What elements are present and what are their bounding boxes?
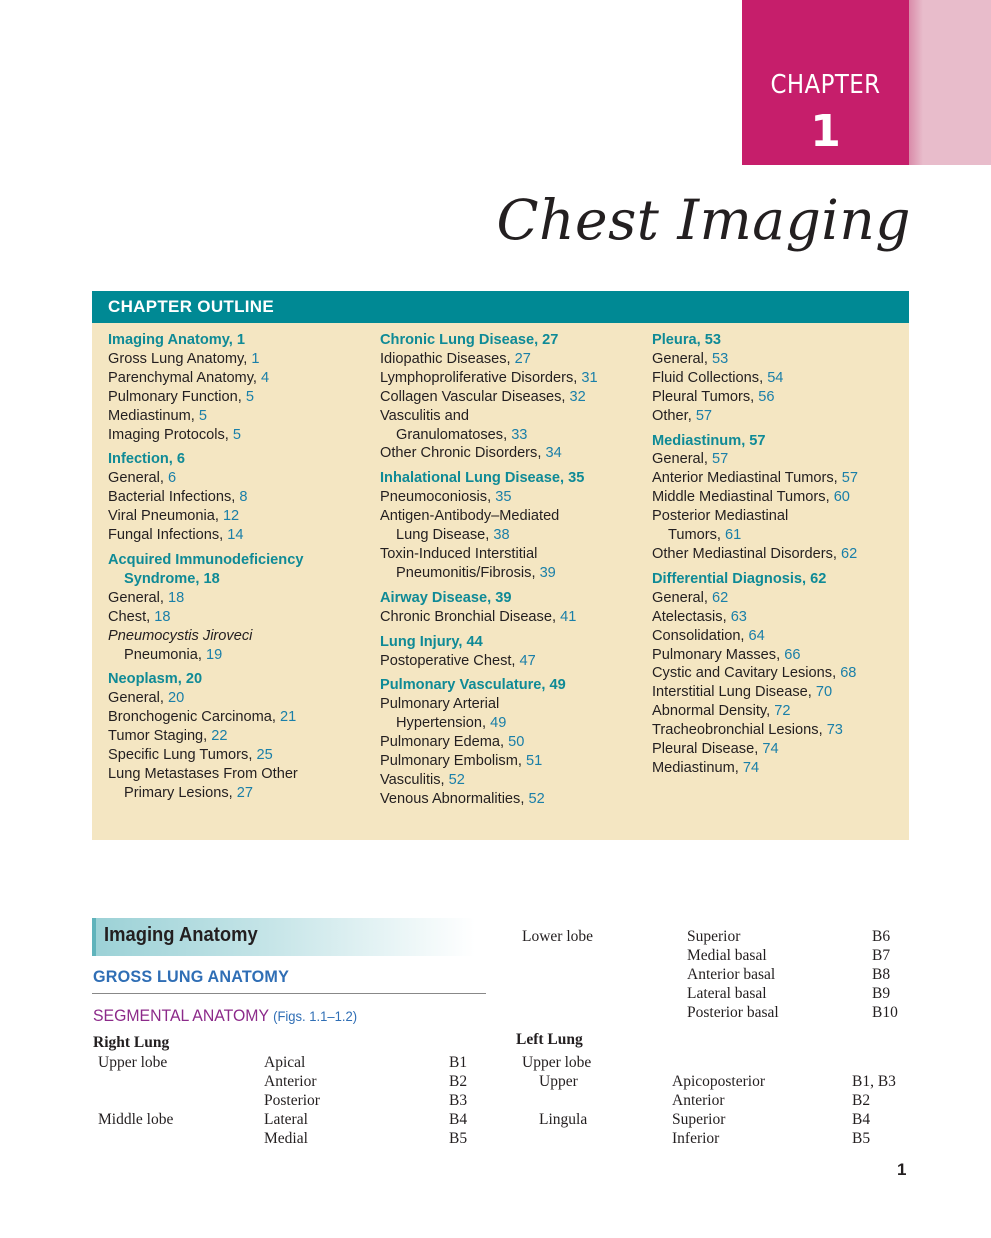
outline-item[interactable]	[108, 426, 378, 445]
outline-item-label: Primary Lesions,	[124, 784, 237, 801]
subsubsection-title	[93, 1006, 357, 1026]
chapter-number: 1	[810, 106, 841, 157]
outline-section	[652, 432, 922, 564]
outline-item[interactable]	[380, 350, 650, 369]
segment-code: B8	[872, 966, 891, 983]
outline-item-label: Tracheobronchial Lesions,	[652, 722, 827, 739]
outline-item-label: Collagen Vascular Diseases,	[380, 388, 570, 405]
outline-item[interactable]	[652, 664, 922, 683]
segment-name: Inferior	[672, 1130, 720, 1147]
outline-item[interactable]	[652, 683, 922, 702]
page-number: 1	[897, 1160, 907, 1179]
outline-item[interactable]	[380, 733, 650, 752]
outline-item-page: 33	[511, 426, 528, 443]
divider	[92, 993, 486, 994]
outline-item-label: Other,	[652, 407, 696, 424]
outline-item[interactable]	[108, 407, 378, 426]
outline-item-label: Pulmonary Arterial	[380, 696, 500, 713]
outline-item[interactable]	[652, 646, 922, 665]
outline-section-title[interactable]: Acquired Immunodeficiency	[108, 551, 304, 568]
outline-column-3	[652, 331, 922, 778]
outline-section-title[interactable]: Chronic Lung Disease, 27	[380, 332, 559, 348]
lobe-label: Middle lobe	[98, 1111, 174, 1128]
outline-item-page: 21	[279, 709, 297, 726]
outline-item[interactable]	[380, 369, 650, 388]
outline-item-label: General,	[108, 690, 169, 707]
outline-item-label: Tumors,	[668, 527, 726, 544]
segment-name: Medial	[264, 1130, 308, 1147]
outline-section	[108, 331, 378, 444]
outline-item-label: Idiopathic Diseases,	[380, 350, 515, 367]
outline-section	[108, 450, 378, 545]
outline-item-label: Mediastinum,	[652, 759, 743, 776]
outline-item-label: Toxin-Induced Interstitial	[380, 545, 538, 562]
outline-item-cont[interactable]	[380, 714, 650, 733]
outline-item[interactable]	[380, 407, 650, 426]
left-lung-heading: Left Lung	[516, 1031, 583, 1048]
outline-item-label: Middle Mediastinal Tumors,	[652, 489, 834, 506]
outline-section-title[interactable]: Imaging Anatomy, 1	[108, 332, 246, 348]
outline-item-page: 62	[712, 589, 729, 606]
segment-name: Anterior basal	[687, 966, 776, 983]
outline-item[interactable]	[380, 444, 650, 463]
outline-item[interactable]	[652, 369, 922, 388]
outline-item-label: Interstitial Lung Disease,	[652, 684, 816, 701]
outline-item-label: General,	[652, 589, 713, 606]
segment-name: Medial basal	[687, 947, 767, 964]
outline-section-title[interactable]: Lung Injury, 44	[380, 633, 483, 650]
outline-item-label: Pulmonary Masses,	[652, 646, 785, 663]
outline-item-cont[interactable]	[108, 646, 378, 665]
outline-section-title[interactable]: Pleura, 53	[652, 332, 721, 348]
outline-header	[92, 291, 909, 323]
segment-code: B4	[852, 1111, 871, 1128]
chapter-label: CHAPTER	[770, 70, 881, 100]
segment-code: B1	[449, 1054, 468, 1071]
lobe-sublabel: Upper	[539, 1073, 578, 1090]
outline-item-label: Posterior Mediastinal	[652, 508, 789, 525]
outline-item[interactable]	[652, 388, 922, 407]
segment-name: Lateral basal	[687, 985, 767, 1002]
lobe-label: Upper lobe	[98, 1054, 168, 1071]
outline-item-page: 51	[525, 753, 543, 770]
outline-section	[108, 551, 378, 664]
segment-name: Apical	[264, 1054, 306, 1071]
chapter-tab-edge	[909, 0, 991, 165]
section-title: Imaging Anatomy	[104, 924, 258, 946]
segment-code: B10	[872, 1004, 898, 1021]
segment-name: Superior	[687, 928, 741, 945]
outline-item[interactable]	[380, 388, 650, 407]
outline-item[interactable]	[380, 771, 650, 790]
outline-item-page: 4	[261, 369, 270, 386]
outline-item-label: Pneumoconiosis,	[380, 489, 496, 506]
outline-item-label: Gross Lung Anatomy,	[108, 350, 252, 367]
outline-item-label: Atelectasis,	[652, 608, 731, 625]
outline-item-label: Cystic and Cavitary Lesions,	[652, 665, 841, 682]
outline-item-label: Pneumonitis/Fibrosis,	[396, 564, 540, 581]
chapter-title: Chest Imaging	[496, 188, 911, 252]
outline-section	[108, 670, 378, 802]
outline-item[interactable]	[380, 695, 650, 714]
segment-name: Apicoposterior	[672, 1073, 765, 1090]
outline-item[interactable]	[108, 727, 378, 746]
lobe-label: Lower lobe	[522, 928, 594, 945]
outline-item[interactable]	[380, 752, 650, 771]
segment-code: B5	[449, 1130, 468, 1147]
outline-item-page: 6	[168, 470, 177, 487]
right-lung-heading: Right Lung	[93, 1034, 170, 1051]
outline-item-label: Pneumocystis Jiroveci	[108, 627, 253, 644]
outline-item-page: 25	[256, 747, 273, 764]
outline-item[interactable]	[108, 608, 378, 627]
outline-item-label: Parenchymal Anatomy,	[108, 369, 262, 386]
segment-code: B2	[449, 1073, 468, 1090]
outline-item-label: Fungal Infections,	[108, 527, 228, 544]
outline-column-1	[108, 331, 378, 803]
outline-item-page: 31	[581, 369, 598, 386]
outline-section-title[interactable]: Differential Diagnosis, 62	[652, 570, 827, 587]
outline-item-label: Vasculitis,	[380, 771, 449, 788]
outline-item-page: 32	[569, 388, 586, 405]
outline-item-page: 8	[239, 489, 248, 506]
outline-item-label: Bronchogenic Carcinoma,	[108, 709, 280, 726]
segment-name: Superior	[672, 1111, 726, 1128]
outline-item-label: Consolidation,	[652, 627, 749, 644]
outline-item-page: 35	[495, 489, 512, 506]
outline-item[interactable]	[652, 545, 922, 564]
outline-item-page: 70	[815, 684, 833, 701]
segment-code: B2	[852, 1092, 871, 1109]
outline-section	[380, 633, 650, 671]
outline-item-page: 61	[725, 527, 742, 544]
outline-item-label: Granulomatoses,	[396, 426, 512, 443]
outline-section	[380, 469, 650, 582]
outline-item-page: 27	[236, 784, 253, 801]
outline-item[interactable]	[380, 652, 650, 671]
outline-item[interactable]	[108, 765, 378, 784]
outline-item-page: 57	[712, 451, 729, 468]
outline-item-label: Pulmonary Embolism,	[380, 753, 526, 770]
outline-item-cont[interactable]	[380, 526, 650, 545]
segment-code: B9	[872, 985, 891, 1002]
outline-item-page: 38	[493, 527, 510, 544]
outline-item-page: 18	[168, 589, 185, 606]
outline-item-page: 72	[774, 703, 791, 720]
outline-item-label: Vasculitis and	[380, 407, 469, 424]
outline-item-page: 56	[758, 388, 775, 405]
outline-item[interactable]	[108, 469, 378, 488]
outline-item-page: 5	[198, 407, 207, 424]
outline-item-label: Postoperative Chest,	[380, 652, 520, 669]
outline-section	[652, 570, 922, 778]
outline-item-page: 63	[730, 608, 747, 625]
outline-item-label: Chest,	[108, 608, 155, 625]
outline-item[interactable]	[108, 488, 378, 507]
outline-item-page: 1	[251, 350, 260, 367]
outline-item-page: 5	[245, 388, 255, 405]
outline-section-title[interactable]: Airway Disease, 39	[380, 589, 512, 606]
segment-name: Anterior	[672, 1092, 725, 1109]
outline-item[interactable]	[380, 488, 650, 507]
outline-item-label: Antigen-Antibody–Mediated	[380, 508, 560, 525]
segment-name: Anterior	[264, 1073, 317, 1090]
outline-item-page: 68	[840, 665, 857, 682]
outline-item[interactable]	[108, 708, 378, 727]
outline-item-page: 39	[539, 564, 556, 581]
segment-code: B3	[449, 1092, 468, 1109]
outline-item-page: 50	[508, 734, 525, 751]
lobe-sublabel: Lingula	[539, 1111, 588, 1128]
outline-item-label: Imaging Protocols,	[108, 426, 233, 443]
outline-item[interactable]	[108, 689, 378, 708]
outline-item[interactable]	[108, 589, 378, 608]
outline-item[interactable]	[652, 350, 922, 369]
outline-item[interactable]	[108, 369, 378, 388]
outline-item-page: 54	[767, 369, 784, 386]
outline-item-page: 49	[490, 715, 507, 732]
segment-code: B4	[449, 1111, 468, 1128]
outline-column-2	[380, 331, 650, 809]
outline-item-page: 57	[695, 407, 713, 424]
outline-item-page: 64	[748, 627, 765, 644]
outline-item-cont[interactable]	[652, 526, 922, 545]
segment-name: Lateral	[264, 1111, 308, 1128]
outline-section-title-cont[interactable]: Syndrome, 18	[124, 570, 220, 587]
outline-item[interactable]	[108, 507, 378, 526]
outline-item-label: Fluid Collections,	[652, 369, 768, 386]
outline-item-page: 20	[168, 690, 185, 707]
outline-item[interactable]	[652, 627, 922, 646]
segment-name: Posterior	[264, 1092, 320, 1109]
outline-item[interactable]	[380, 545, 650, 564]
outline-item-page: 27	[514, 350, 531, 367]
outline-item-label: Pulmonary Function,	[108, 388, 246, 405]
outline-item-label: General,	[108, 589, 169, 606]
outline-item-label: Abnormal Density,	[652, 703, 775, 720]
outline-item-page: 57	[841, 470, 859, 487]
outline-item[interactable]	[108, 526, 378, 545]
outline-item[interactable]	[652, 469, 922, 488]
outline-item-page: 41	[560, 608, 577, 625]
segmental-anatomy-label: SEGMENTAL ANATOMY	[93, 1006, 269, 1025]
segment-code: B5	[852, 1130, 871, 1147]
outline-item[interactable]	[652, 507, 922, 526]
outline-item[interactable]	[652, 589, 922, 608]
figure-reference: (Figs. 1.1–1.2)	[273, 1008, 358, 1024]
outline-section-title[interactable]: Mediastinum, 57	[652, 432, 766, 449]
outline-item-label: Venous Abnormalities,	[380, 790, 529, 807]
outline-section	[380, 331, 650, 463]
outline-item[interactable]	[380, 608, 650, 627]
outline-item-label: Pleural Disease,	[652, 741, 763, 758]
outline-item-label: General,	[108, 470, 169, 487]
subsection-title: GROSS LUNG ANATOMY	[93, 967, 290, 986]
outline-item-label: Hypertension,	[396, 715, 491, 732]
outline-item[interactable]	[652, 721, 922, 740]
outline-item-label: Mediastinum,	[108, 407, 199, 424]
outline-item-page: 66	[784, 646, 801, 663]
outline-item-label: Anterior Mediastinal Tumors,	[652, 470, 842, 487]
segment-code: B1, B3	[852, 1073, 896, 1090]
outline-item-page: 18	[154, 608, 171, 625]
segment-code: B6	[872, 928, 891, 945]
outline-item-page: 74	[762, 741, 779, 758]
outline-item-label: Pneumonia,	[124, 646, 206, 663]
outline-item-page: 52	[528, 790, 545, 807]
lobe-label: Upper lobe	[522, 1054, 592, 1071]
outline-item-page: 60	[833, 489, 850, 506]
outline-section-title[interactable]: Pulmonary Vasculature, 49	[380, 677, 566, 694]
outline-item-label: Other Chronic Disorders,	[380, 445, 546, 462]
outline-item-label: General,	[652, 451, 713, 468]
outline-item-page: 14	[227, 527, 244, 544]
outline-item[interactable]	[652, 407, 922, 426]
outline-item-label: General,	[652, 350, 713, 367]
outline-item[interactable]	[652, 702, 922, 721]
outline-item-label: Viral Pneumonia,	[108, 508, 223, 525]
outline-item[interactable]	[108, 388, 378, 407]
outline-item-page: 62	[840, 545, 858, 562]
outline-item[interactable]	[108, 350, 378, 369]
outline-item[interactable]	[108, 746, 378, 765]
outline-item-cont[interactable]	[380, 426, 650, 445]
outline-item-label: Lung Disease,	[396, 527, 494, 544]
outline-item-label: Pleural Tumors,	[652, 388, 759, 405]
outline-item-page: 12	[222, 508, 240, 525]
outline-title: CHAPTER OUTLINE	[108, 297, 274, 316]
outline-item-page: 73	[826, 722, 843, 739]
outline-item-page: 19	[205, 646, 223, 663]
outline-section-title[interactable]: Infection, 6	[108, 451, 186, 468]
outline-item-cont[interactable]	[380, 564, 650, 583]
outline-item-label: Bacterial Infections,	[108, 489, 240, 506]
outline-item-page: 74	[742, 759, 760, 776]
section-bar	[92, 918, 475, 956]
outline-item[interactable]	[380, 790, 650, 809]
outline-item[interactable]	[652, 740, 922, 759]
outline-item-label: Lymphoproliferative Disorders,	[380, 369, 582, 386]
outline-section	[652, 331, 922, 426]
chapter-outline	[92, 291, 909, 840]
outline-section	[380, 589, 650, 627]
outline-item-label: Specific Lung Tumors,	[108, 747, 257, 764]
segment-code: B7	[872, 947, 891, 964]
outline-item[interactable]	[652, 608, 922, 627]
outline-item-label: Pulmonary Edema,	[380, 734, 509, 751]
segment-name: Posterior basal	[687, 1004, 779, 1021]
outline-item-page: 22	[211, 728, 228, 745]
outline-item-label: Tumor Staging,	[108, 728, 212, 745]
outline-item[interactable]	[652, 759, 922, 778]
outline-section	[380, 676, 650, 808]
outline-item-page: 47	[519, 652, 536, 669]
outline-section-title[interactable]: Neoplasm, 20	[108, 671, 203, 688]
outline-item-label: Other Mediastinal Disorders,	[652, 545, 841, 562]
outline-item-page: 5	[232, 426, 242, 443]
outline-item[interactable]	[652, 450, 922, 469]
outline-section-title[interactable]: Inhalational Lung Disease, 35	[380, 470, 585, 487]
outline-item-label: Lung Metastases From Other	[108, 765, 298, 782]
outline-item[interactable]	[380, 507, 650, 526]
outline-item-cont[interactable]	[108, 784, 378, 803]
outline-item[interactable]	[652, 488, 922, 507]
outline-item-page: 52	[448, 771, 465, 788]
outline-item-page: 53	[712, 350, 729, 367]
outline-item-page: 34	[545, 445, 562, 462]
outline-item-label: Chronic Bronchial Disease,	[380, 608, 561, 625]
outline-item[interactable]	[108, 627, 378, 646]
